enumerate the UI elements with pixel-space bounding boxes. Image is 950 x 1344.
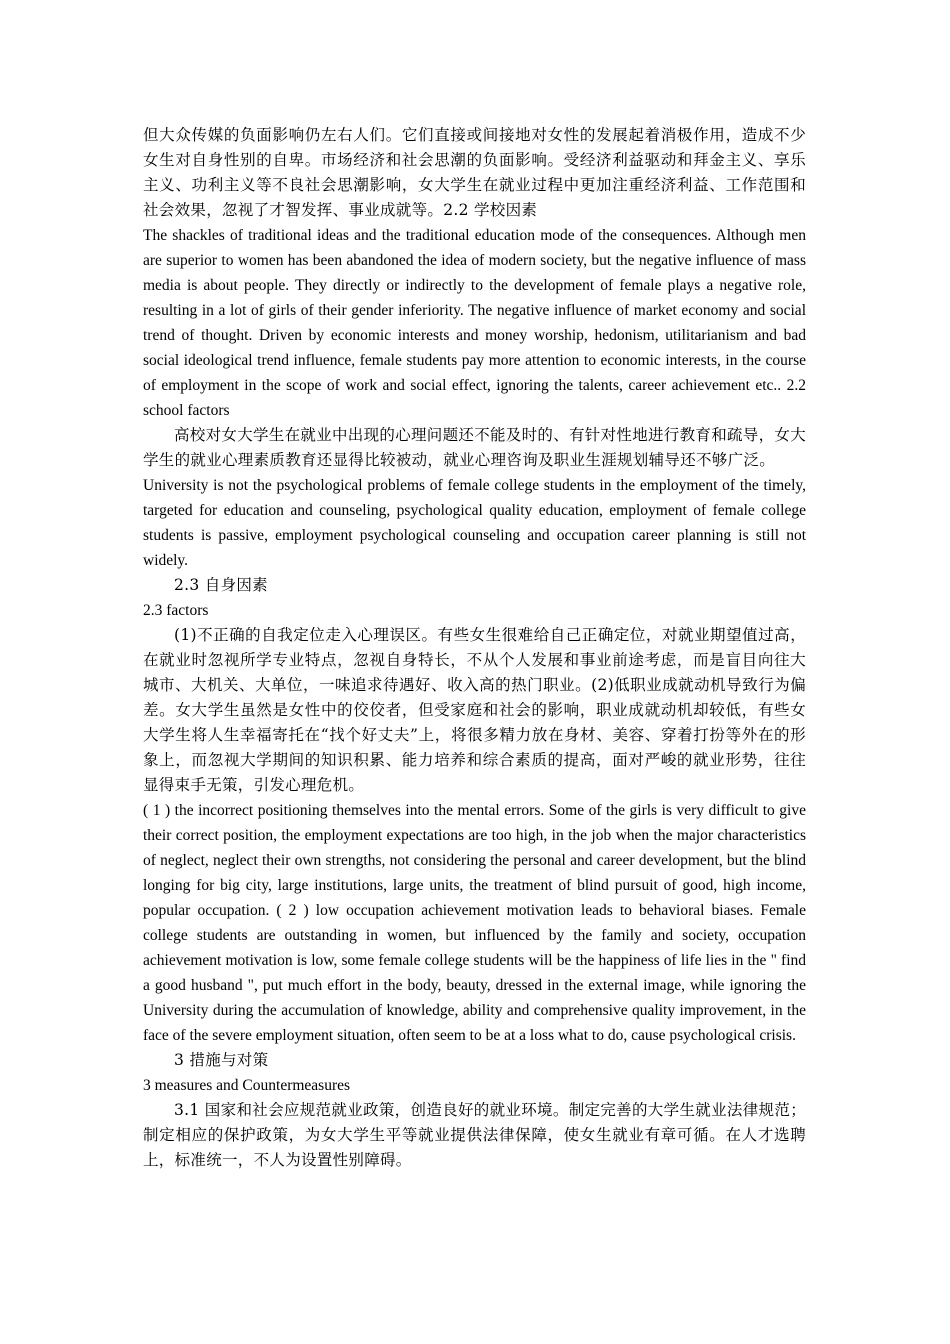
paragraph-en-media-influence: The shackles of traditional ideas and the traditional education mode of the consequences. Although men are superior to women has been abandoned the idea of modern society, but the negative influence of mass media is about people. They directly or indirectly to the development of female plays a negative role, resulting in a lot of girls of their gender inferiority. The negative influence of market economy and social trend of thought. Driven by economic interests and money worship, hedonism, utilitarianism and bad social ideological trend influence, female students pay more attention to economic interests, in the course of employment in the scope of work and social effect, ignoring the talents, career achievement etc.. 2.2 school factors xyxy=(143,227,806,419)
paragraph-zh-self-factors: (1)不正确的自我定位走入心理误区。有些女生很难给自己正确定位，对就业期望值过高，在就业时忽视所学专业特点，忽视自身特长，不从个人发展和事业前途考虑，而是盲目向往大城市、大机关、大单位，一味追求待遇好、收入高的热门职业。(2)低职业成就动机导致行为偏差。女大学生虽然是女性中的佼佼者，但受家庭和社会的影响，职业成就动机却较低，有些女大学生将人生幸福寄托在“找个好丈夫”上，将很多精力放在身材、美容、穿着打扮等外在的形象上，而忽视大学期间的知识积累、能力培养和综合素质的提高，面对严峻的就业形势，往往显得束手无策，引发心理危机。 xyxy=(143,626,806,794)
paragraph-en-school-factors: University is not the psychological problems of female college students in the employment of the timely, targeted for education and counseling, psychological quality education, employment of female college students is passive, employment psychological counseling and occupation career planning is still not widely. xyxy=(143,477,806,569)
paragraph-zh-school-factors: 高校对女大学生在就业中出现的心理问题还不能及时的、有针对性地进行教育和疏导，女大学生的就业心理素质教育还显得比较被动，就业心理咨询及职业生涯规划辅导还不够广泛。 xyxy=(143,426,807,469)
paragraph-en-self-factors: ( 1 ) the incorrect positioning themselves into the mental errors. Some of the girls is very difficult to give their correct position, the employment expectations are too high, in the job when the major characteristics of neglect, neglect their own strengths, not considering the personal and career development, but the blind longing for big city, large institutions, large units, the treatment of blind pursuit of good, high income, popular occupation. ( 2 ) low occupation achievement motivation leads to behavioral biases. Female college students are outstanding in women, but influenced by the family and society, occupation achievement motivation is low, some female college students will be the happiness of life lies in the " find a good husband ", put much effort in the body, beauty, dressed in the external image, while ignoring the University during the accumulation of knowledge, ability and comprehensive quality improvement, in the face of the severe employment situation, often seem to be at a loss what to do, cause psychological crisis. xyxy=(143,802,806,1044)
document-page xyxy=(143,123,806,1173)
paragraph-zh-3-1-policy: 3.1 国家和社会应规范就业政策，创造良好的就业环境。制定完善的大学生就业法律规范；制定相应的保护政策，为女大学生平等就业提供法律保障，使女生就业有章可循。在人才选聘上，标准统一，不人为设置性别障碍。 xyxy=(143,1101,806,1169)
section-heading-zh-3: 3 措施与对策 xyxy=(174,1051,269,1069)
section-heading-zh-2-3: 2.3 自身因素 xyxy=(174,576,268,594)
section-heading-en-2-3: 2.3 factors xyxy=(143,602,209,619)
section-heading-en-3: 3 measures and Countermeasures xyxy=(143,1077,351,1094)
paragraph-zh-media-influence: 但大众传媒的负面影响仍左右人们。它们直接或间接地对女性的发展起着消极作用，造成不少女生对自身性别的自卑。市场经济和社会思潮的负面影响。受经济利益驱动和拜金主义、享乐主义、功利主义等不良社会思潮影响，女大学生在就业过程中更加注重经济利益、工作范围和社会效果，忽视了才智发挥、事业成就等。2.2 学校因素 xyxy=(143,126,806,219)
